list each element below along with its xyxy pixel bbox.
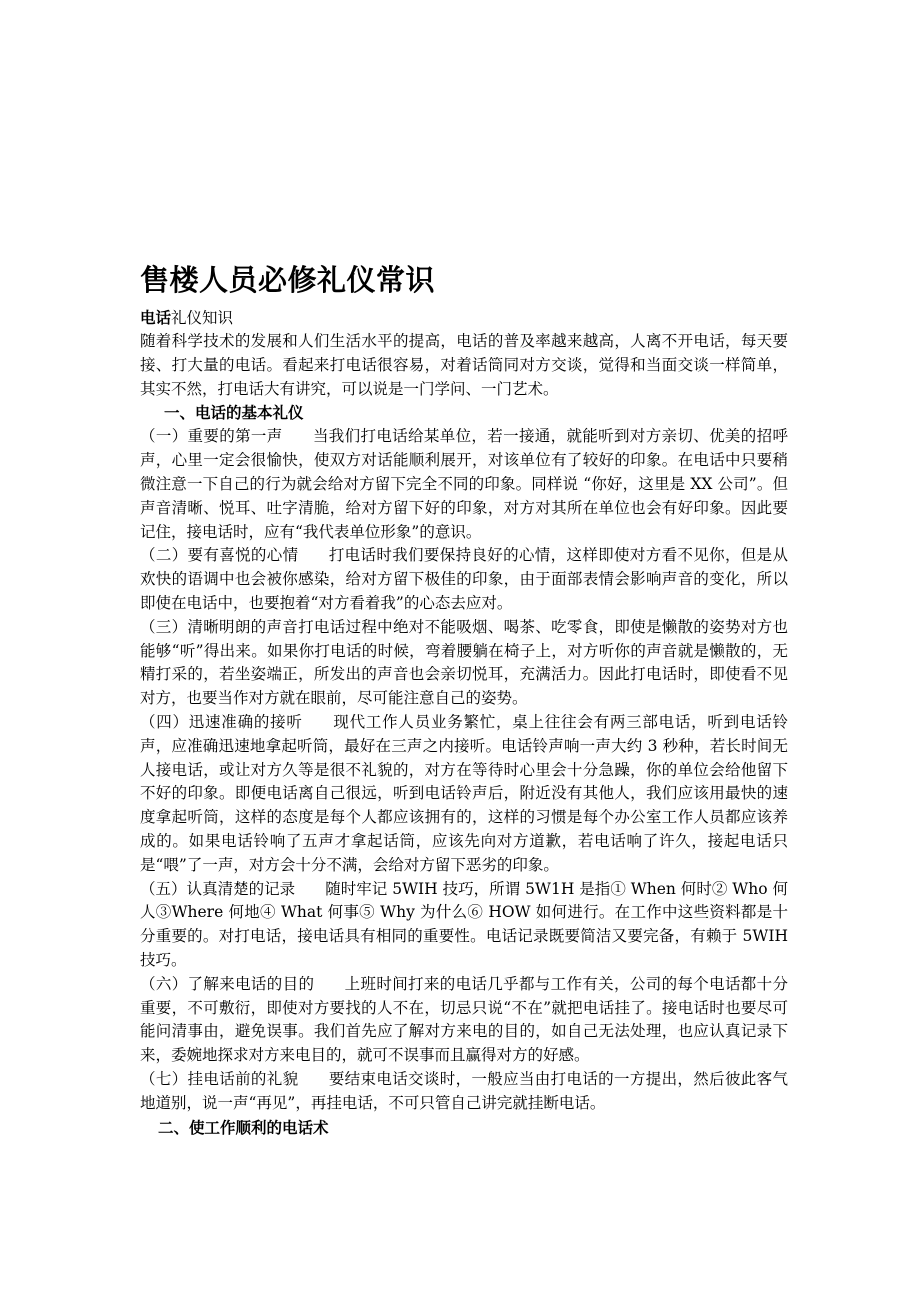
item-text: 上班时间打来的电话几乎都与工作有关，公司的每个电话都十分重要，不可敷衍，即使对方要找的人不在，切忌只说“不在”就把电话挂了。接电话时也要尽可能问清事由，避免误事。我们首先应了解对方来电的目的，如自己无法处理，也应认真记录下来，委婉地探求对方来电目的，就可不误事而且赢得对方的好感。 [140,974,788,1065]
item-paragraph-4 [140,711,788,878]
item-paragraph-7 [140,1068,788,1116]
item-paragraph-6 [140,973,788,1068]
item-label: （一）重要的第一声 [140,427,283,446]
item-label: （三）清晰明朗的声音 [140,617,299,636]
item-paragraph-1 [140,425,788,544]
intro-paragraph: 随着科学技术的发展和人们生活水平的提高，电话的普及率越来越高，人离不开电话，每天要接、打大量的电话。看起来打电话很容易，对着话筒同对方交谈，觉得和当面交谈一样简单，其实不然，打电话大有讲究，可以说是一门学问、一门艺术。 [140,332,788,398]
item-text: 打电话过程中绝对不能吸烟、喝茶、吃零食，即使是懒散的姿势对方也能够“听”得出来。如果你打电话的时候，弯着腰躺在椅子上，对方听你的声音就是懒散的，无精打采的，若坐姿端正，所发出的声音也会亲切悦耳，充满活力。因此打电话时，即使看不见对方，也要当作对方就在眼前，尽可能注意自己的姿势。 [140,617,788,708]
item-text: 要结束电话交谈时，一般应当由打电话的一方提出，然后彼此客气地道别，说一声“再见”，再挂电话，不可只管自己讲完就挂断电话。 [140,1069,788,1112]
section-label [140,306,788,330]
document-title: 售楼人员必修礼仪常识 [140,263,436,297]
item-label: （五）认真清楚的记录 [140,879,296,898]
item-label: （六）了解来电话的目的 [140,974,315,993]
item-label: （二）要有喜悦的心情 [140,546,299,565]
item-text: 随时牢记 5WIH 技巧，所谓 5W1H 是指① When 何时② Who 何人③Where 何地④ What 何事⑤ Why 为什么⑥ HOW 如何进行。在工作中这些资料都是十分重要的。对打电话，接电话具有相同的重要性。电话记录既要简洁又要完备，有赖于 5WIH 技巧。 [140,879,788,969]
item-paragraph-2 [140,544,788,615]
heading-phone-skills: 二、使工作顺利的电话术 [158,1118,329,1137]
document-body [140,258,788,1140]
item-paragraph-3 [140,616,788,711]
item-text: 现代工作人员业务繁忙，桌上往往会有两三部电话，听到电话铃声，应准确迅速地拿起听筒，最好在三声之内接听。电话铃声响一声大约 3 秒种，若长时间无人接电话，或让对方久等是很不礼貌的，对方在等待时心里会十分急躁，你的单位会给他留下不好的印象。即便电话离自己很远，听到电话铃声后，附近没有其他人，我们应该用最快的速度拿起听筒，这样的态度是每个人都应该拥有的，这样的习惯是每个办公室工作人员都应该养成的。如果电话铃响了五声才拿起话筒，应该先向对方道歉，若电话响了许久，接起电话只是“喂”了一声，对方会十分不满，会给对方留下恶劣的印象。 [140,712,788,874]
item-paragraph-5 [140,878,788,973]
section-label-bold: 电话 [140,309,172,327]
item-text: 当我们打电话给某单位，若一接通，就能听到对方亲切、优美的招呼声，心里一定会很愉快，使双方对话能顺利展开，对该单位有了较好的印象。在电话中只要稍微注意一下自己的行为就会给对方留下完全不同的印象。同样说 “你好，这里是 XX 公司”。但声音清晰、悦耳、吐字清脆，给对方留下好的印象，对方对其所在单位也会有好印象。因此要记住，接电话时，应有“我代表单位形象”的意识。 [140,427,788,541]
item-label: （四）迅速准确的接听 [140,712,303,731]
heading-basic-etiquette: 一、电话的基本礼仪 [164,404,304,423]
item-label: （七）挂电话前的礼貌 [140,1069,299,1088]
item-text: 打电话时我们要保持良好的心情，这样即使对方看不见你，但是从欢快的语调中也会被你感染，给对方留下极佳的印象，由于面部表情会影响声音的变化，所以即使在电话中，也要抱着“对方看着我”的心态去应对。 [140,546,788,612]
section-label-rest: 礼仪知识 [171,309,234,327]
